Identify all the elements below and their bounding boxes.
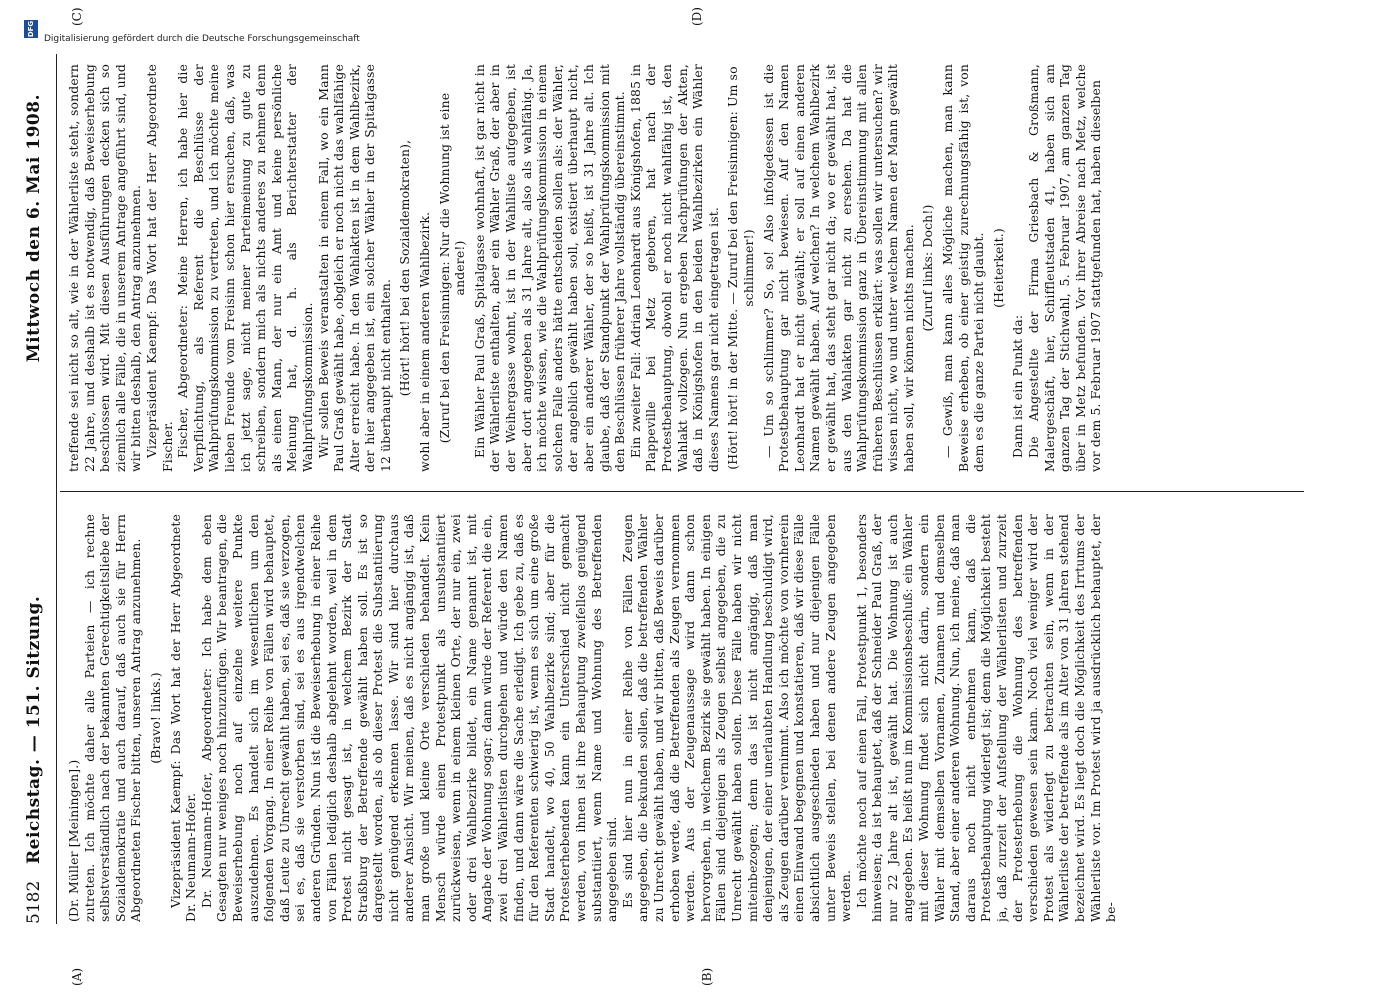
document-page bbox=[16, 54, 1306, 924]
margin-marker-c: (C) bbox=[70, 7, 84, 26]
left-column bbox=[66, 514, 1302, 922]
paragraph: — Um so schlimmer? So, so! Also infolgedessen ist die Protestbehauptung gar nicht bewiesen. Auf den Namen Leonhardt hat er nicht gewählt; er soll auf einen anderen Namen gewählt haben. Auf welchen? In welchem Wahlbezirk er gewählt hat, das steht gar nicht da; wo er gewählt hat, ist aus den Wahlakten gar nicht zu ersehen. Da hat die Wahlprüfungskommission ganz in Übereinstimmung mit allen früheren Beschlüssen erklärt: was sollen wir untersuchen? wir wissen nicht, wo und unter welchem Namen der Mann gewählt haben soll, wir können nichts machen. bbox=[760, 64, 916, 472]
paragraph: Vizepräsident Kaempf: Das Wort hat der Herr Abgeordnete Fischer. bbox=[143, 64, 175, 472]
paragraph: Ein Wähler Paul Graß, Spitalgasse wohnhaft, ist gar nicht in der Wählerliste enthalten, aber ein Wähler Graß, der aber in der Weihergasse wohnt, ist in der Wahlliste aufgegeben, ist aber dort angegeben als 31 Jahre alt, also als wahlfähig. Ja, ich möchte wissen, wie die Wahlprüfungskommission in einem solchen Falle anders hätte entscheiden sollen als: der Wähler, der angeblich gewählt haben soll, existiert überhaupt nicht, aber ein anderer Wähler, der so heißt, ist 31 Jahre alt. Ich glaube, daß der Standpunkt der Wahlprüfungskommission mit den Beschlüssen früherer Jahre vollständig übereinstimmt. bbox=[471, 64, 628, 472]
margin-marker-d: (D) bbox=[690, 7, 704, 26]
speaker-running-head: (Dr. Müller [Meiningen].) bbox=[66, 759, 81, 922]
interjection: (Zuruf bei den Freisinnigen: Nur die Wohnung ist eine andere!) bbox=[436, 92, 468, 444]
paragraph: — Gewiß, man kann alles Mögliche machen, man kann Beweise erheben, ob einer geistig zurechnungsfähig ist, von dem es die ganze Partei nicht glaubt. bbox=[940, 64, 987, 472]
paragraph: wohl aber in einem anderen Wahlbezirk. bbox=[417, 211, 433, 472]
margin-marker-a: (A) bbox=[70, 967, 84, 986]
interjection: (Hört! hört! bei den Sozialdemokraten), bbox=[397, 139, 413, 397]
interjection: (Zuruf links: Doch!) bbox=[920, 204, 936, 332]
paragraph: Dann ist ein Punkt da: bbox=[1010, 314, 1026, 458]
column-divider bbox=[60, 491, 1304, 492]
paragraph: zutreten. Ich möchte daher alle Parteien — ich rechne selbstverständlich nach der bekannten Gerechtigkeitsliebe der Sozialdemokratie und auch darauf, daß auch sie für Herrn Abgeordneten Fischer bitten, unseren Antrag anzunehmen. bbox=[81, 514, 144, 922]
interjection: (Heiterkeit.) bbox=[990, 228, 1006, 308]
page-number: 5182 bbox=[24, 880, 44, 924]
paragraph: Ich möchte noch auf einen Fall, Protestpunkt 1, besonders hinweisen; da ist behauptet, daß der Schneider Paul Graß, der nur 22 Jahre alt ist, gewählt hat. Die Wohnung ist auch angegeben. Es heißt nun im Kommissionsbeschluß: ein Wähler mit dieser Wohnung findet sich nicht darin, sondern ein Wähler mit demselben Vornamen, Zunamen und demselben Stand, aber einer anderen Wohnung. Nun, ich meine, daß man daraus noch nicht entnehmen kann, daß die Protestbehauptung widerlegt ist; denn die Möglichkeit besteht ja, daß zurzeit der Aufstellung der Wählerlisten und zurzeit der Protesterhebung die Wohnung des betreffenden verschieden gewesen sein kann. Noch viel weniger wird der Protest als widerlegt zu betrachten sein, wenn in der Wählerliste der betreffende als im Alter von 31 Jahren stehend bezeichnet wird. Es liegt doch die Möglichkeit des Irrtums der Wählerliste vor. Im Protest wird ja ausdrücklich behauptet, der be- bbox=[853, 514, 1119, 922]
interjection: (Hört! hört! in der Mitte. — Zuruf bei den Freisinnigen: Um so schlimmer!) bbox=[725, 66, 756, 470]
paragraph: treffende sei nicht so alt, wie in der Wählerliste steht, sondern 22 Jahre, und deshalb ist es notwendig, daß Beweiserhebung beschlossen wird. Mit diesen Ausführungen decken sich so ziemlich alle Fälle, die in unserem Antrage angeführt sind, und wir bitten deshalb, den Antrag anzunehmen. bbox=[66, 64, 144, 472]
paragraph: Dr. Neumann-Hofer, Abgeordneter: Ich habe dem eben Gesagten nur weniges noch hinzuzufügen. Wir beantragen, die Beweiserhebung noch auf einzelne weitere Punkte auszudehnen. Es handelt sich im wesentlichen um den folgenden Vorgang. In einer Reihe von Fällen wird behauptet, daß Leute zu Unrecht gewählt haben, sei es, daß sie verzogen, sei es, daß sie verstorben sind, sei es aus irgendwelchen anderen Gründen. Nun ist die Beweiserhebung in einer Reihe von Fällen lediglich deshalb abgelehnt worden, weil in dem Protest nicht gesagt ist, in welchem Bezirk der Stadt Straßburg der Betreffende gewählt haben soll. Es ist so dargestellt worden, als ob dieser Protest die Substantiierung nicht genügend erkennen lasse. Wir sind hier durchaus anderer Ansicht. Wir meinen, daß es nicht angängig ist, daß man große und kleine Orte verschieden behandelt. Kein Mensch würde einen Protestpunkt als unsubstantiiert zurückweisen, wenn in einem kleinen Orte, der nur ein, zwei oder drei Wahlbezirke bildet, ein Name genannt ist, mit Angabe der Wohnung sogar; dann würde der Referent die ein, zwei drei Wählerlisten durchgehen und würde den Namen finden, und dann wäre die Sache erledigt. Ich gebe zu, daß es für den Referenten schwierig ist, wenn es sich um eine große Stadt handelt, wo 40, 50 Wahlbezirke sind; aber für die Protesterhebenden kann ein Unterschied nicht gemacht werden, von ihnen ist ihre Behauptung zweifellos genügend substantiiert, wenn Name und Wohnung des Betreffenden angegeben sind. bbox=[198, 514, 620, 922]
dfg-logo: DFG bbox=[24, 20, 38, 38]
paragraph: Ein zweiter Fall: Adrian Leonhardt aus Königshofen, 1885 in Plappeville bei Metz geboren, hat nach der Protestbehauptung, obwohl er noch nicht wahlfähig ist, den Wahlakt vollzogen. Nun ergeben Nachprüfungen der Akten, daß in Königshofen in den beiden Wahlbezirken ein Wähler dieses Namens gar nicht eingetragen ist. bbox=[627, 64, 721, 472]
paragraph: Vizepräsident Kaempf: Das Wort hat der Herr Abgeordnete Dr. Neumann-Hofer. bbox=[167, 514, 199, 922]
header-rule bbox=[56, 54, 57, 924]
paragraph: Fischer, Abgeordneter: Meine Herren, ich habe hier die Verpflichtung, als Referent die Beschlüsse der Wahlprüfungskommission zu vertreten, und ich möchte meine lieben Freunde vom Freisinn schon hier ersuchen, daß, was ich jetzt sage, nicht meiner Parteimeinung zu gute zu schreiben, sondern mich als nichts anderes zu nehmen denn als einen Mann, der nur ein Amt und keine persönliche Meinung hat, d. h. als Berichterstatter der Wahlprüfungskommission. bbox=[175, 64, 315, 472]
margin-marker-b: (B) bbox=[700, 967, 714, 986]
paragraph: Wir sollen Beweis veranstalten in einem Fall, wo ein Mann Paul Graß gewählt habe, obgleich er noch nicht das wahlfähige Alter erreicht habe. In den Wahlakten ist in dem Wahlbezirk, der hier angegeben ist, ein solcher Wähler in der Spitalgasse 12 überhaupt nicht enthalten. bbox=[315, 64, 393, 472]
paragraph: Es sind hier nun in einer Reihe von Fällen Zeugen angegeben, die bekunden sollen, daß die betreffenden Wähler zu Unrecht gewählt haben, und wir bitten, daß Beweis darüber erhoben werde, daß die Betreffenden als Zeugen vernommen werden. Aus der Zeugenaussage wird dann schon hervorgehen, in welchem Bezirk sie gewählt haben. In einigen Fällen sind diejenigen als Zeugen selbst angegeben, die zu Unrecht gewählt haben sollen. Diese Fälle haben wir nicht miteinbezogen; denn das ist nicht angängig, daß man denjenigen, der einer unerlaubten Handlung beschuldigt wird, als Zeugen darüber vernimmt. Also ich möchte von vornherein einen Einwand begegnen und konstatieren, daß wir diese Fälle absichtlich ausgeschieden haben und nur diejenigen Fälle unter Beweis stellen, bei denen andere Zeugen angegeben werden. bbox=[619, 514, 854, 922]
quoted-paragraph: Die Angestellte der Firma Griesbach & Großmann, Malergeschäft, hier, Schiffleutstaden 41, haben sich am ganzen Tag der Stichwahl, 5. Februar 1907, am ganzen Tag über in Metz befunden. Vor ihrer Abreise nach Metz, welche vor dem 5. Februar 1907 stattgefunden hat, haben dieselben bbox=[1026, 64, 1104, 472]
header-right-title: Mittwoch den 6. Mai 1908. bbox=[24, 94, 44, 363]
page-header bbox=[24, 54, 50, 924]
interjection: (Bravo! links.) bbox=[147, 672, 163, 764]
digitization-note: Digitalisierung gefördert durch die Deutsche Forschungsgemeinschaft bbox=[44, 34, 360, 44]
right-column bbox=[66, 64, 1302, 472]
header-left-title: Reichstag. — 151. Sitzung. bbox=[24, 595, 44, 864]
